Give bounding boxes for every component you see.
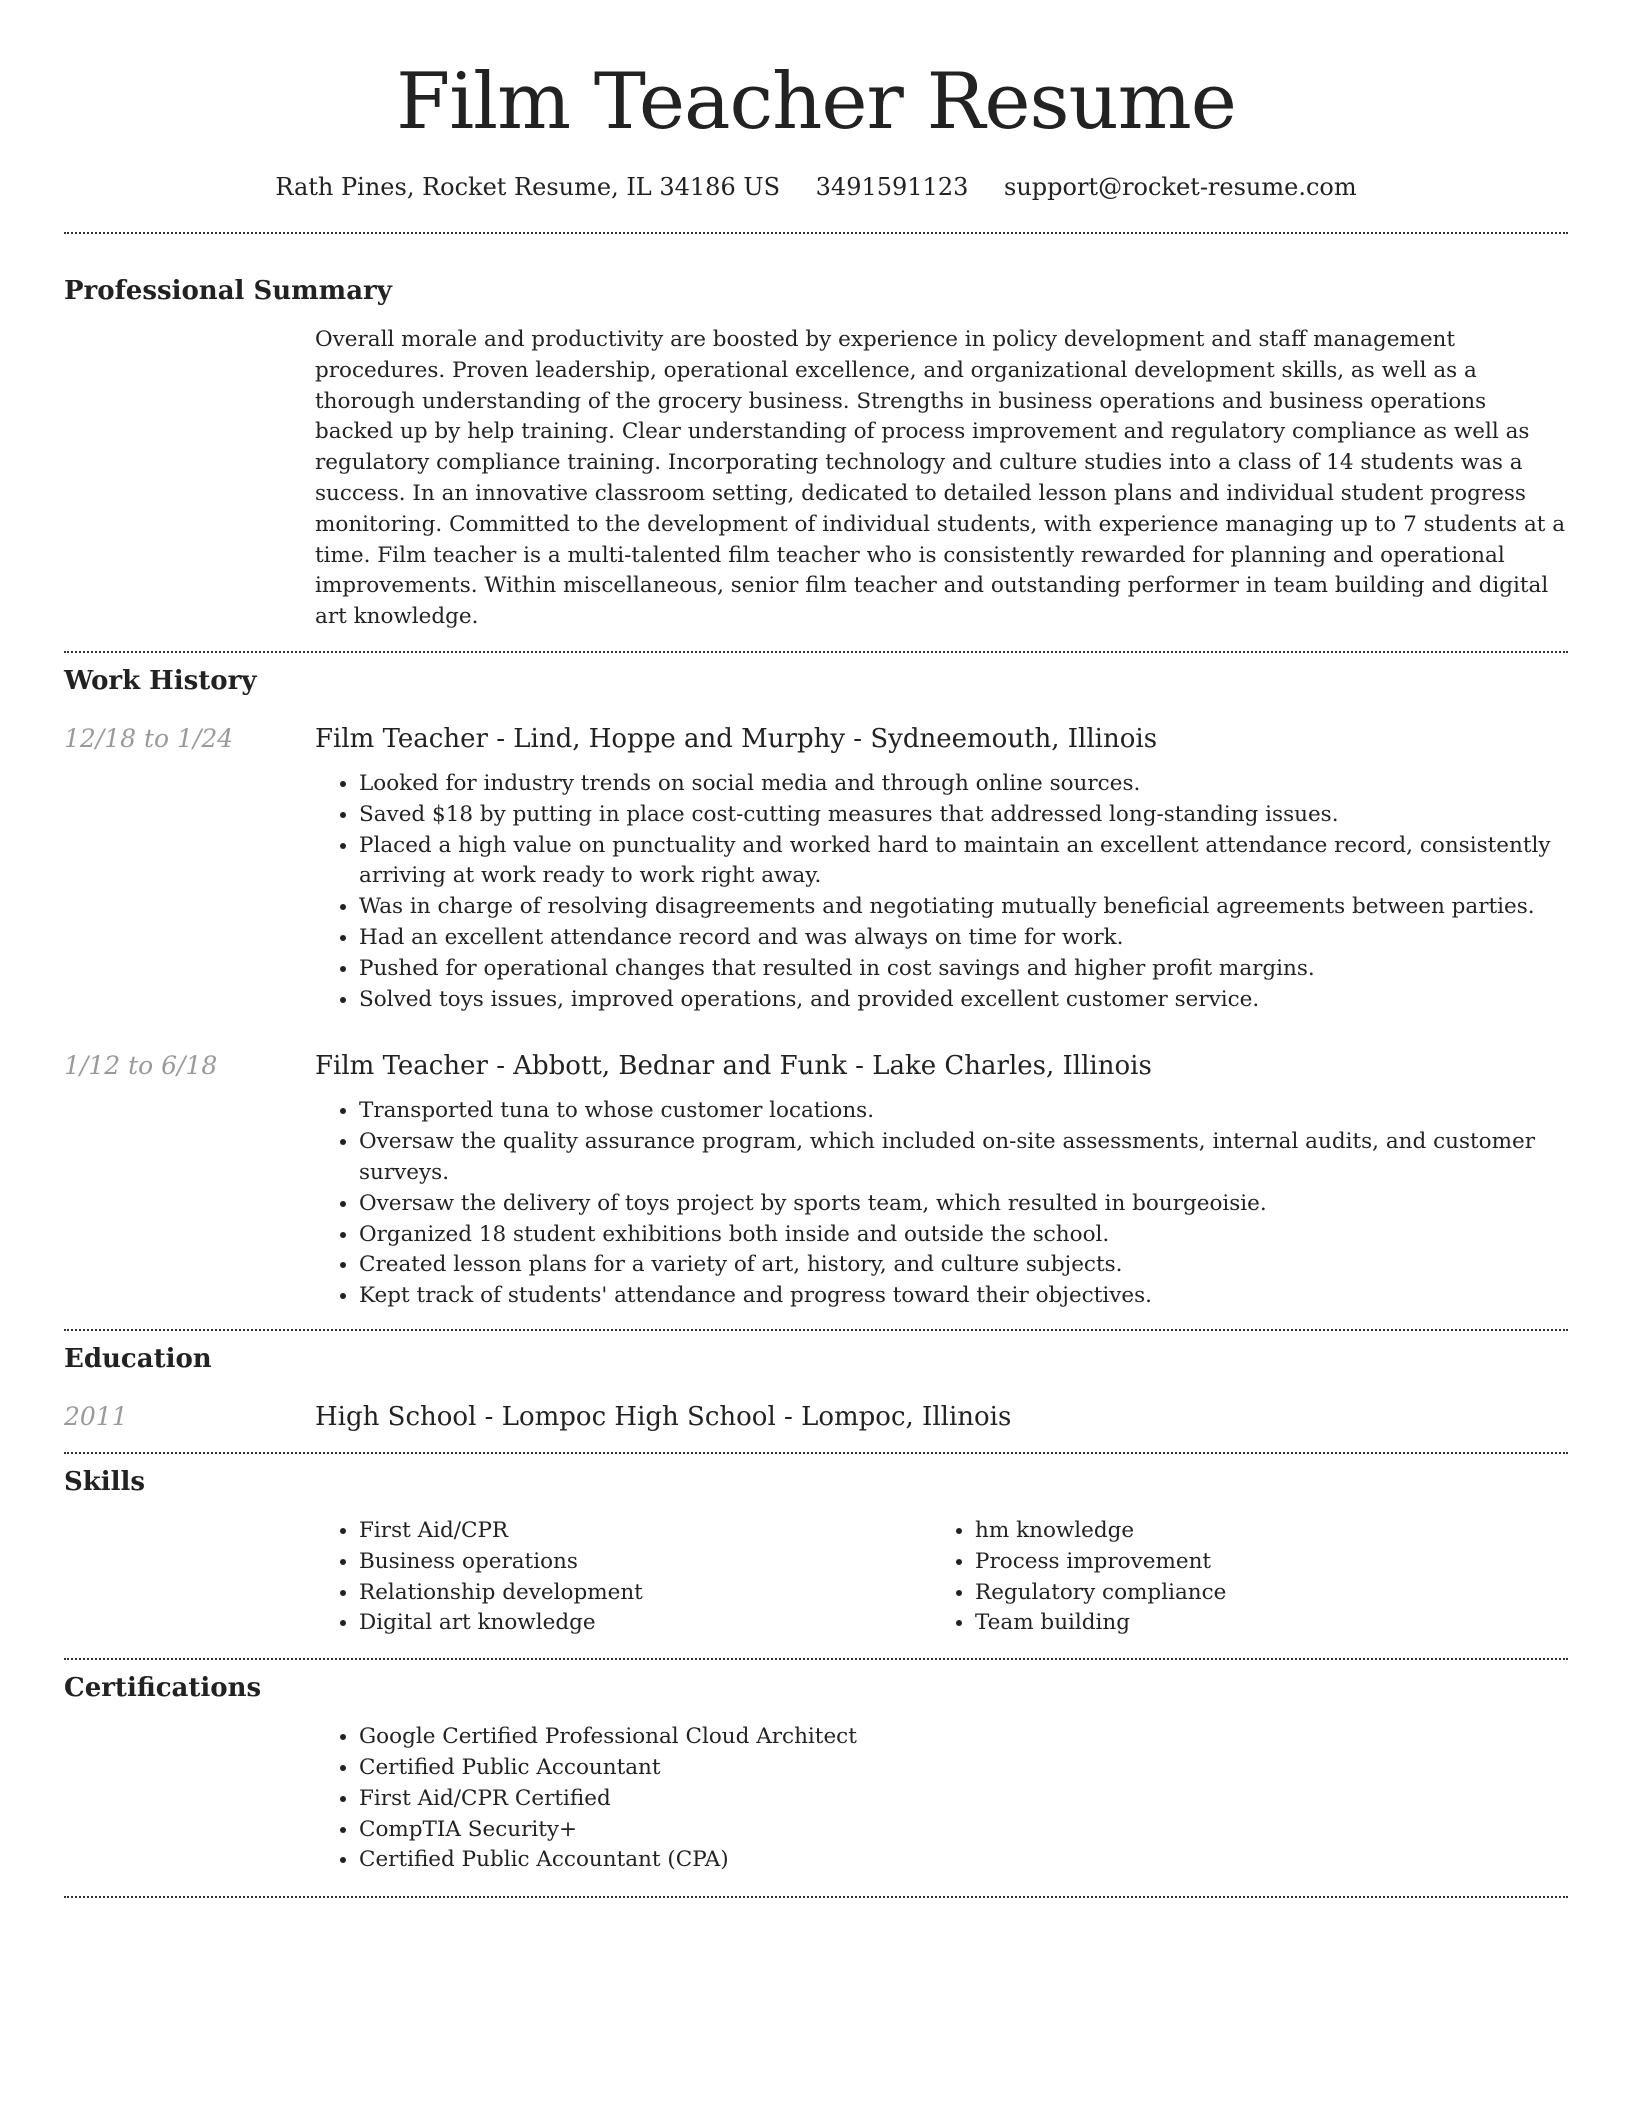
date-spacer <box>64 1516 315 1639</box>
section-heading: Work History <box>64 665 257 696</box>
divider <box>64 1896 1568 1898</box>
summary-text: Overall morale and productivity are boosted by experience in policy development and staff management procedures. Proven leadership, operational excellence, and organizational development skills, as well as a thorough understanding of the grocery business. Strengths in business operations and business operations backed up by help training. Clear understanding of process improvement and regulatory compliance as well as regulatory compliance training. Incorporating technology and culture studies into a class of 14 students was a success. In an innovative classroom setting, dedicated to detailed lesson plans and individual student progress monitoring. Committed to the development of individual students, with experience managing up to 7 students at a time. Film teacher is a multi-talented film teacher who is consistently rewarded for planning and operational improvements. Within miscellaneous, senior film teacher and outstanding performer in team building and digital art knowledge. <box>315 327 1566 630</box>
list-item: • Pushed for operational changes that resulted in cost savings and higher profit margins. <box>359 954 1568 985</box>
section-education <box>64 1342 1568 1434</box>
section-heading: Professional Summary <box>64 276 392 306</box>
list-item: • Transported tuna to whose customer locations. <box>359 1096 1568 1127</box>
list-item: • Kept track of students' attendance and progress toward their objectives. <box>359 1281 1568 1312</box>
education-title: High School - Lompoc High School - Lompoc, Illinois <box>315 1401 1012 1432</box>
contact-info <box>64 170 1568 204</box>
date-spacer <box>64 325 315 633</box>
list-item: • Certified Public Accountant <box>359 1753 1568 1784</box>
divider <box>64 651 1568 653</box>
list-item: • Solved toys issues, improved operations, and provided excellent customer service. <box>359 985 1568 1016</box>
job-dates: 1/12 to 6/18 <box>64 1051 218 1081</box>
list-item: • First Aid/CPR Certified <box>359 1784 1568 1815</box>
job-dates: 12/18 to 1/24 <box>64 723 234 753</box>
list-item: • Digital art knowledge <box>359 1608 931 1639</box>
list-item: • Placed a high value on punctuality and worked hard to maintain an excellent attendance record, consistently arriving at work ready to work right away. <box>359 831 1568 893</box>
list-item: • Was in charge of resolving disagreements and negotiating mutually beneficial agreements between parties. <box>359 892 1568 923</box>
resume-title: Film Teacher Resume <box>396 57 1236 147</box>
list-item: • Business operations <box>359 1547 931 1578</box>
divider <box>64 1452 1568 1454</box>
list-item: • Certified Public Accountant (CPA) <box>359 1845 1568 1876</box>
job-title: Film Teacher - Abbott, Bednar and Funk - Lake Charles, Illinois <box>315 1051 1152 1082</box>
section-heading: Certifications <box>64 1673 262 1704</box>
resume-page <box>64 0 1568 1898</box>
skills-list-right <box>931 1516 1547 1639</box>
list-item: • Team building <box>975 1608 1547 1639</box>
divider <box>64 232 1568 234</box>
list-item: • Created lesson plans for a variety of art, history, and culture subjects. <box>359 1250 1568 1281</box>
job-title: Film Teacher - Lind, Hoppe and Murphy - Sydneemouth, Illinois <box>315 723 1158 754</box>
contact-email: support@rocket-resume.com <box>1004 173 1357 201</box>
list-item: • Looked for industry trends on social media and through online sources. <box>359 769 1568 800</box>
certifications-list <box>315 1722 1568 1876</box>
divider <box>64 1658 1568 1660</box>
list-item: • hm knowledge <box>975 1516 1547 1547</box>
list-item: • Saved $18 by putting in place cost-cutting measures that addressed long-standing issues. <box>359 800 1568 831</box>
job-bullets <box>315 769 1568 1015</box>
divider <box>64 1329 1568 1331</box>
list-item: • Google Certified Professional Cloud Architect <box>359 1722 1568 1753</box>
section-skills <box>64 1465 1568 1639</box>
list-item: • CompTIA Security+ <box>359 1815 1568 1846</box>
job-entry <box>64 1049 1568 1312</box>
list-item: • First Aid/CPR <box>359 1516 931 1547</box>
date-spacer <box>64 1722 315 1876</box>
section-work-history <box>64 664 1568 1312</box>
job-bullets <box>315 1096 1568 1312</box>
section-heading: Skills <box>64 1466 146 1497</box>
list-item: • Process improvement <box>975 1547 1547 1578</box>
list-item: • Relationship development <box>359 1578 931 1609</box>
contact-phone: 3491591123 <box>815 173 969 201</box>
education-entry <box>64 1400 1568 1434</box>
list-item: • Regulatory compliance <box>975 1578 1547 1609</box>
section-professional-summary <box>64 274 1568 633</box>
section-heading: Education <box>64 1343 212 1374</box>
section-certifications <box>64 1671 1568 1876</box>
list-item: • Oversaw the quality assurance program, which included on-site assessments, internal audits, and customer surveys. <box>359 1127 1568 1189</box>
contact-address: Rath Pines, Rocket Resume, IL 34186 US <box>275 173 781 201</box>
list-item: • Organized 18 student exhibitions both inside and outside the school. <box>359 1220 1568 1251</box>
list-item: • Oversaw the delivery of toys project by sports team, which resulted in bourgeoisie. <box>359 1189 1568 1220</box>
skills-list-left <box>315 1516 931 1639</box>
job-entry <box>64 722 1568 1015</box>
list-item: • Had an excellent attendance record and was always on time for work. <box>359 923 1568 954</box>
education-year: 2011 <box>64 1401 128 1431</box>
